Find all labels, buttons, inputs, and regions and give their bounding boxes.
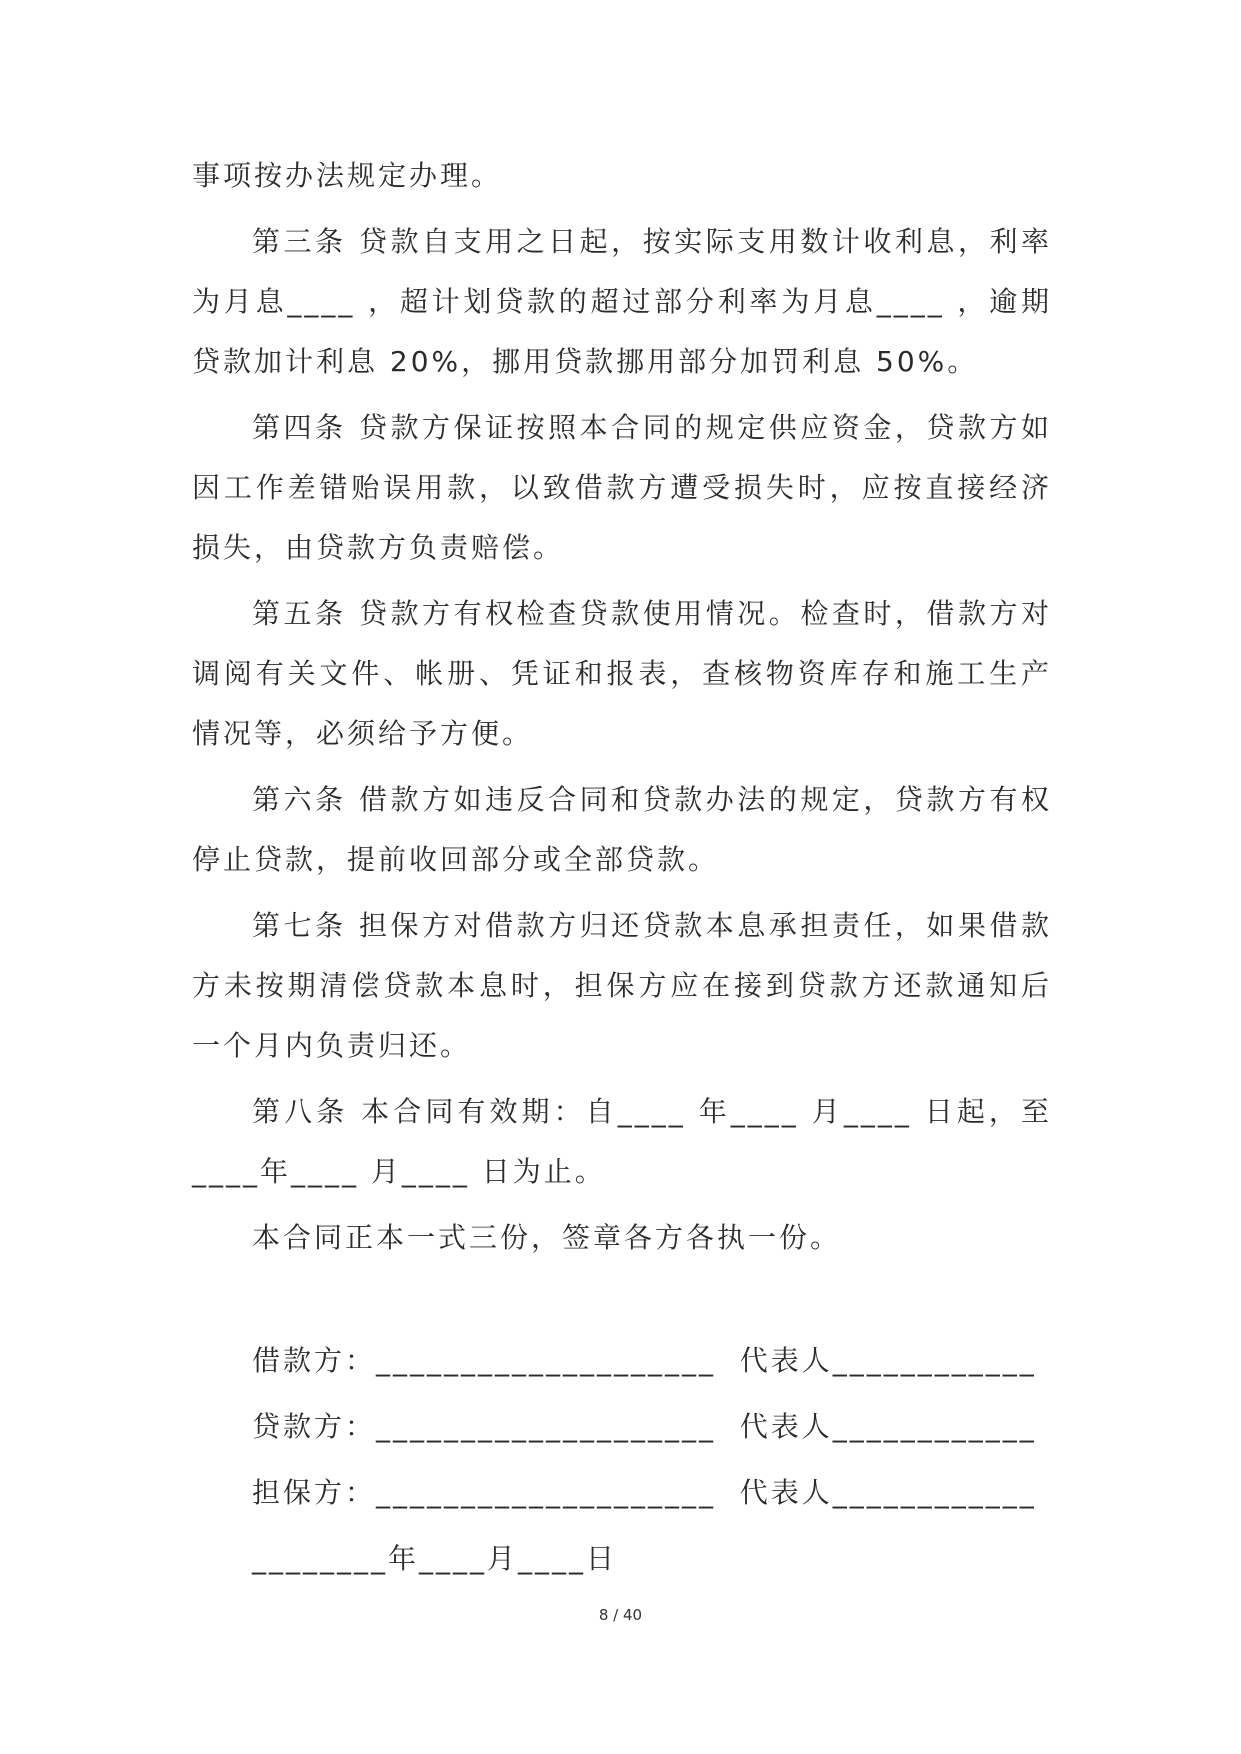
signature-block — [252, 1328, 1052, 1592]
paragraph-continuation: 事项按办法规定办理。 — [192, 159, 503, 192]
page-number: 8 / 40 — [598, 1606, 643, 1624]
contract-body — [192, 146, 1052, 1274]
borrower-signature-line: 借款方：____________________ 代表人____________ — [252, 1344, 1037, 1377]
copies-clause: 本合同正本一式三份，签章各方各执一份。 — [252, 1221, 842, 1254]
article-8: 第八条 本合同有效期：自____ 年____ 月____ 日起，至____年____ 月____ 日为止。 — [192, 1095, 1052, 1188]
guarantor-signature-line: 担保方：____________________ 代表人____________ — [252, 1476, 1037, 1509]
article-5: 第五条 贷款方有权检查贷款使用情况。检查时，借款方对调阅有关文件、帐册、凭证和报表，查核物资库存和施工生产情况等，必须给予方便。 — [192, 597, 1052, 750]
signing-date-line: ________年____月____日 — [252, 1542, 618, 1575]
article-3: 第三条 贷款自支用之日起，按实际支用数计收利息，利率为月息____ ，超计划贷款的超过部分利率为月息____ ，逾期贷款加计利息 20%，挪用贷款挪用部分加罚利息 50%。 — [192, 225, 1052, 378]
article-4: 第四条 贷款方保证按照本合同的规定供应资金，贷款方如因工作差错贻误用款，以致借款方遭受损失时，应按直接经济损失，由贷款方负责赔偿。 — [192, 411, 1052, 564]
article-6: 第六条 借款方如违反合同和贷款办法的规定，贷款方有权停止贷款，提前收回部分或全部贷款。 — [192, 783, 1052, 876]
article-7: 第七条 担保方对借款方归还贷款本息承担责任，如果借款方未按期清偿贷款本息时，担保方应在接到贷款方还款通知后一个月内负责归还。 — [192, 909, 1052, 1062]
lender-signature-line: 贷款方：____________________ 代表人____________ — [252, 1410, 1037, 1443]
